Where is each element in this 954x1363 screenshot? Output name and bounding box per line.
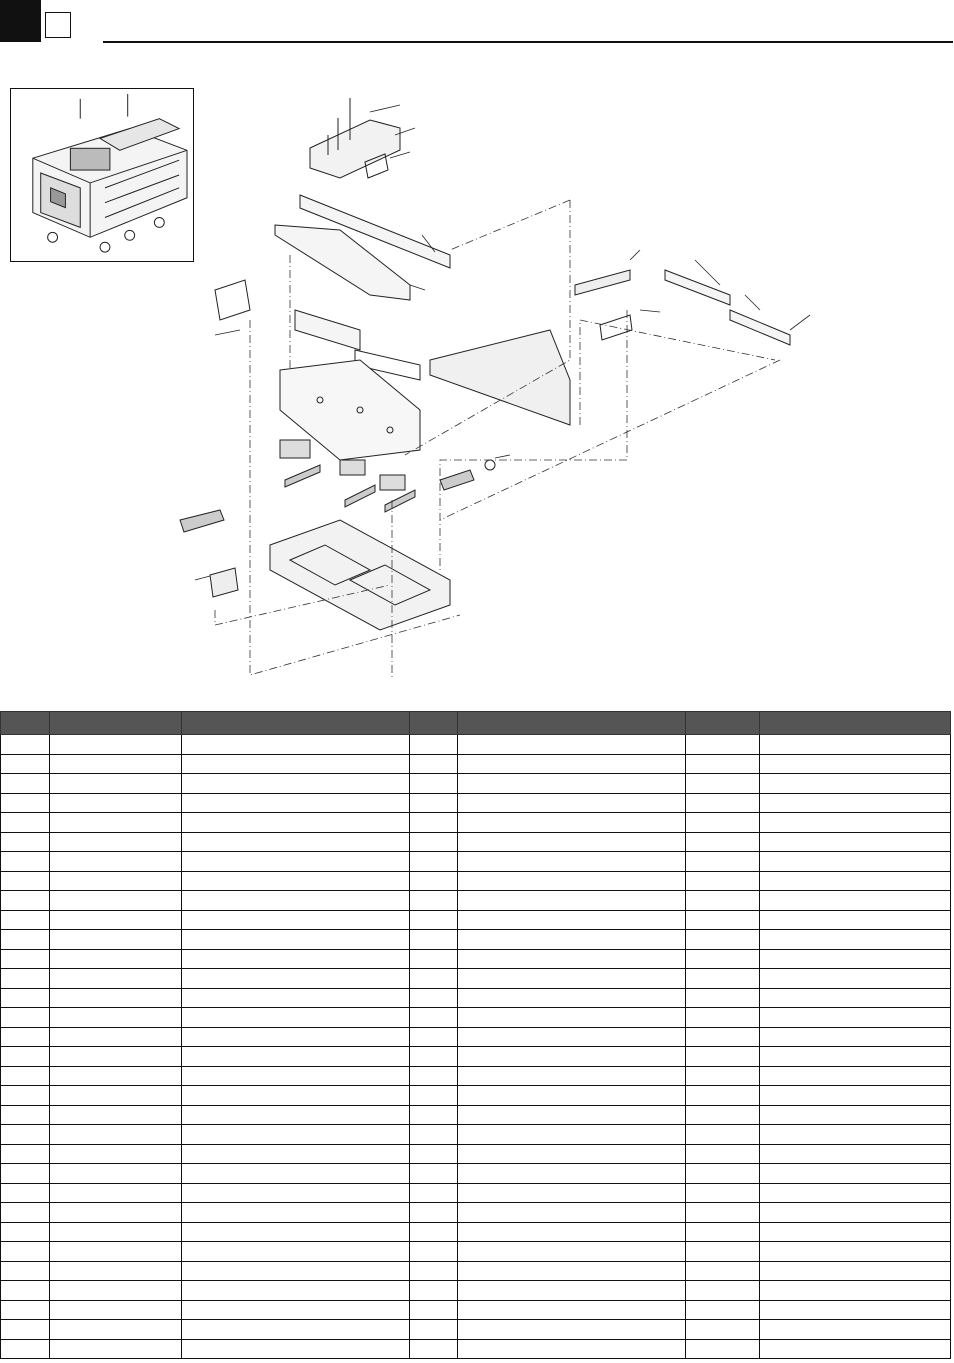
table-cell <box>410 1027 458 1047</box>
table-cell <box>182 1320 410 1340</box>
table-cell <box>1 969 50 989</box>
table-cell <box>458 1086 686 1106</box>
table-cell <box>686 1027 760 1047</box>
table-cell <box>182 1339 410 1359</box>
table-row <box>1 1300 951 1320</box>
table-cell <box>50 1008 182 1028</box>
table-cell <box>1 793 50 813</box>
table-cell <box>458 1027 686 1047</box>
table-cell <box>686 774 760 794</box>
table-cell <box>686 1144 760 1164</box>
table-cell <box>182 832 410 852</box>
table-cell <box>1 1125 50 1145</box>
table-cell <box>458 1203 686 1223</box>
table-cell <box>50 1027 182 1047</box>
table-cell <box>1 1300 50 1320</box>
table-cell <box>50 813 182 833</box>
table-cell <box>686 1261 760 1281</box>
table-cell <box>1 1242 50 1262</box>
table-cell <box>760 871 951 891</box>
col-header-7 <box>760 712 951 735</box>
col-header-5 <box>458 712 686 735</box>
table-cell <box>760 969 951 989</box>
table-cell <box>760 1047 951 1067</box>
table-cell <box>686 1203 760 1223</box>
table-cell <box>458 754 686 774</box>
table-cell <box>760 1242 951 1262</box>
table-cell <box>1 754 50 774</box>
table-cell <box>760 852 951 872</box>
table-row <box>1 1125 951 1145</box>
table-cell <box>686 1125 760 1145</box>
table-row <box>1 1339 951 1359</box>
table-cell <box>458 1066 686 1086</box>
table-cell <box>182 891 410 911</box>
col-header-1 <box>1 712 50 735</box>
page-number-box <box>45 12 71 38</box>
table-cell <box>182 910 410 930</box>
table-cell <box>458 949 686 969</box>
table-cell <box>1 1105 50 1125</box>
table-cell <box>760 1300 951 1320</box>
exploded-view-svg <box>160 80 840 690</box>
table-cell <box>458 871 686 891</box>
table-cell <box>1 1144 50 1164</box>
table-cell <box>760 754 951 774</box>
table-cell <box>410 1281 458 1301</box>
table-cell <box>182 852 410 872</box>
header-rule <box>103 41 953 43</box>
table-cell <box>760 1183 951 1203</box>
table-cell <box>50 969 182 989</box>
table-cell <box>1 949 50 969</box>
table-cell <box>760 988 951 1008</box>
table-cell <box>686 1066 760 1086</box>
table-cell <box>182 1242 410 1262</box>
table-cell <box>686 1105 760 1125</box>
table-cell <box>686 1339 760 1359</box>
table-cell <box>686 1008 760 1028</box>
table-cell <box>760 930 951 950</box>
table-cell <box>686 754 760 774</box>
table-cell <box>458 1242 686 1262</box>
table-cell <box>50 949 182 969</box>
table-cell <box>1 813 50 833</box>
table-cell <box>1 988 50 1008</box>
table-row <box>1 1027 951 1047</box>
table-cell <box>1 1066 50 1086</box>
table-cell <box>760 1281 951 1301</box>
table-cell <box>182 793 410 813</box>
table-cell <box>458 1105 686 1125</box>
table-cell <box>686 1281 760 1301</box>
table-cell <box>458 1222 686 1242</box>
table-cell <box>182 774 410 794</box>
table-cell <box>182 1300 410 1320</box>
table-cell <box>760 1008 951 1028</box>
col-header-2 <box>50 712 182 735</box>
table-row <box>1 793 951 813</box>
table-cell <box>50 1281 182 1301</box>
table-cell <box>182 1281 410 1301</box>
table-cell <box>686 1300 760 1320</box>
table-row <box>1 1086 951 1106</box>
table-row <box>1 1164 951 1184</box>
table-cell <box>1 1222 50 1242</box>
table-cell <box>50 1222 182 1242</box>
table-cell <box>458 910 686 930</box>
table-cell <box>1 1261 50 1281</box>
table-cell <box>686 891 760 911</box>
table-cell <box>50 1086 182 1106</box>
table-cell <box>182 1222 410 1242</box>
table-row <box>1 774 951 794</box>
table-cell <box>182 1261 410 1281</box>
table-header-row <box>1 712 951 735</box>
table-row <box>1 754 951 774</box>
table-cell <box>410 1047 458 1067</box>
table-cell <box>410 1105 458 1125</box>
table-cell <box>760 1203 951 1223</box>
table-cell <box>1 871 50 891</box>
table-cell <box>182 754 410 774</box>
table-cell <box>410 1125 458 1145</box>
table-cell <box>410 1066 458 1086</box>
table-cell <box>686 988 760 1008</box>
table-cell <box>760 1105 951 1125</box>
table-cell <box>50 1105 182 1125</box>
table-cell <box>760 1339 951 1359</box>
table-cell <box>410 1222 458 1242</box>
table-cell <box>50 910 182 930</box>
table-row <box>1 1320 951 1340</box>
table-row <box>1 1105 951 1125</box>
table-row <box>1 988 951 1008</box>
table-cell <box>1 1164 50 1184</box>
table-cell <box>182 1047 410 1067</box>
table-cell <box>458 988 686 1008</box>
table-cell <box>760 774 951 794</box>
table-cell <box>760 1222 951 1242</box>
table-cell <box>182 1183 410 1203</box>
table-cell <box>50 1183 182 1203</box>
table-row <box>1 1222 951 1242</box>
table-cell <box>50 871 182 891</box>
table-cell <box>50 1047 182 1067</box>
table-cell <box>182 1086 410 1106</box>
table-cell <box>410 891 458 911</box>
table-cell <box>182 1203 410 1223</box>
table-cell <box>410 910 458 930</box>
table-cell <box>458 1008 686 1028</box>
table-cell <box>686 1242 760 1262</box>
table-cell <box>1 852 50 872</box>
table-cell <box>458 1339 686 1359</box>
table-cell <box>50 852 182 872</box>
table-row <box>1 1008 951 1028</box>
table-cell <box>410 832 458 852</box>
table-cell <box>686 832 760 852</box>
table-cell <box>410 754 458 774</box>
table-cell <box>50 1320 182 1340</box>
table-cell <box>50 832 182 852</box>
table-cell <box>686 1086 760 1106</box>
table-cell <box>458 774 686 794</box>
table-cell <box>1 1086 50 1106</box>
table-row <box>1 735 951 755</box>
table-row <box>1 1281 951 1301</box>
table-cell <box>458 1281 686 1301</box>
table-cell <box>686 969 760 989</box>
table-cell <box>1 1008 50 1028</box>
table-cell <box>182 871 410 891</box>
table-cell <box>686 910 760 930</box>
table-cell <box>686 1222 760 1242</box>
table-cell <box>458 891 686 911</box>
table-cell <box>1 1047 50 1067</box>
table-cell <box>1 774 50 794</box>
table-cell <box>50 930 182 950</box>
table-cell <box>410 1320 458 1340</box>
table-cell <box>458 1125 686 1145</box>
table-cell <box>686 1164 760 1184</box>
table-cell <box>50 1300 182 1320</box>
table-cell <box>760 1320 951 1340</box>
table-cell <box>182 949 410 969</box>
table-cell <box>686 793 760 813</box>
table-cell <box>50 988 182 1008</box>
table-row <box>1 949 951 969</box>
table-cell <box>182 930 410 950</box>
table-cell <box>686 813 760 833</box>
table-cell <box>182 1105 410 1125</box>
parts-list-table <box>0 711 951 1359</box>
table-row <box>1 813 951 833</box>
table-cell <box>458 1183 686 1203</box>
table-cell <box>50 735 182 755</box>
table-cell <box>1 1320 50 1340</box>
table-cell <box>50 1066 182 1086</box>
parts-table-body <box>1 735 951 1359</box>
table-cell <box>410 774 458 794</box>
table-cell <box>458 832 686 852</box>
table-row <box>1 1183 951 1203</box>
table-cell <box>1 1027 50 1047</box>
table-cell <box>686 1183 760 1203</box>
table-cell <box>760 910 951 930</box>
table-cell <box>410 1300 458 1320</box>
table-cell <box>50 1242 182 1262</box>
table-row <box>1 1066 951 1086</box>
table-cell <box>458 793 686 813</box>
section-tab <box>0 0 41 42</box>
table-cell <box>50 754 182 774</box>
table-cell <box>458 735 686 755</box>
table-cell <box>686 735 760 755</box>
table-cell <box>50 793 182 813</box>
table-cell <box>410 1183 458 1203</box>
table-cell <box>410 1086 458 1106</box>
table-cell <box>458 813 686 833</box>
table-cell <box>760 1261 951 1281</box>
table-cell <box>182 1066 410 1086</box>
table-cell <box>50 891 182 911</box>
table-cell <box>458 1261 686 1281</box>
table-cell <box>50 1339 182 1359</box>
table-cell <box>182 1144 410 1164</box>
table-row <box>1 1242 951 1262</box>
table-row <box>1 1047 951 1067</box>
table-cell <box>1 1281 50 1301</box>
table-cell <box>182 969 410 989</box>
table-cell <box>686 949 760 969</box>
col-header-6 <box>686 712 760 735</box>
table-cell <box>686 930 760 950</box>
table-cell <box>182 1027 410 1047</box>
table-cell <box>182 1125 410 1145</box>
table-cell <box>760 1125 951 1145</box>
table-cell <box>182 1164 410 1184</box>
table-cell <box>410 871 458 891</box>
table-cell <box>458 930 686 950</box>
table-cell <box>760 891 951 911</box>
table-cell <box>458 1144 686 1164</box>
table-row <box>1 1144 951 1164</box>
table-cell <box>1 930 50 950</box>
table-cell <box>760 813 951 833</box>
table-cell <box>50 774 182 794</box>
table-cell <box>410 1261 458 1281</box>
table-cell <box>50 1125 182 1145</box>
table-row <box>1 871 951 891</box>
table-cell <box>410 949 458 969</box>
table-cell <box>410 930 458 950</box>
table-cell <box>410 1144 458 1164</box>
col-header-3 <box>182 712 410 735</box>
table-row <box>1 852 951 872</box>
table-cell <box>760 1144 951 1164</box>
table-cell <box>686 1047 760 1067</box>
table-cell <box>410 969 458 989</box>
table-cell <box>760 1027 951 1047</box>
table-cell <box>458 852 686 872</box>
table-cell <box>410 852 458 872</box>
exploded-assembly-drawing <box>160 80 840 690</box>
table-cell <box>50 1203 182 1223</box>
col-header-4 <box>410 712 458 735</box>
table-cell <box>50 1164 182 1184</box>
table-cell <box>760 793 951 813</box>
table-cell <box>410 988 458 1008</box>
table-cell <box>1 910 50 930</box>
table-cell <box>410 735 458 755</box>
table-cell <box>410 813 458 833</box>
table-cell <box>410 1008 458 1028</box>
table-cell <box>760 1164 951 1184</box>
table-cell <box>686 852 760 872</box>
table-cell <box>458 1047 686 1067</box>
table-cell <box>1 891 50 911</box>
table-cell <box>760 1066 951 1086</box>
table-cell <box>686 1320 760 1340</box>
table-cell <box>458 1300 686 1320</box>
table-cell <box>182 1008 410 1028</box>
table-cell <box>1 832 50 852</box>
table-cell <box>458 1320 686 1340</box>
table-row <box>1 910 951 930</box>
table-cell <box>1 1339 50 1359</box>
table-cell <box>760 735 951 755</box>
table-row <box>1 930 951 950</box>
table-cell <box>410 1164 458 1184</box>
table-cell <box>182 988 410 1008</box>
table-cell <box>760 949 951 969</box>
table-cell <box>760 1086 951 1106</box>
table-row <box>1 1261 951 1281</box>
table-cell <box>686 871 760 891</box>
table-row <box>1 1203 951 1223</box>
table-cell <box>50 1261 182 1281</box>
table-cell <box>760 832 951 852</box>
table-cell <box>410 1339 458 1359</box>
table-row <box>1 969 951 989</box>
table-cell <box>458 969 686 989</box>
table-row <box>1 832 951 852</box>
table-cell <box>1 735 50 755</box>
table-cell <box>410 793 458 813</box>
table-cell <box>1 1183 50 1203</box>
table-cell <box>50 1144 182 1164</box>
table-cell <box>410 1203 458 1223</box>
table-cell <box>1 1203 50 1223</box>
table-cell <box>182 735 410 755</box>
table-cell <box>182 813 410 833</box>
table-cell <box>458 1164 686 1184</box>
table-row <box>1 891 951 911</box>
table-cell <box>410 1242 458 1262</box>
